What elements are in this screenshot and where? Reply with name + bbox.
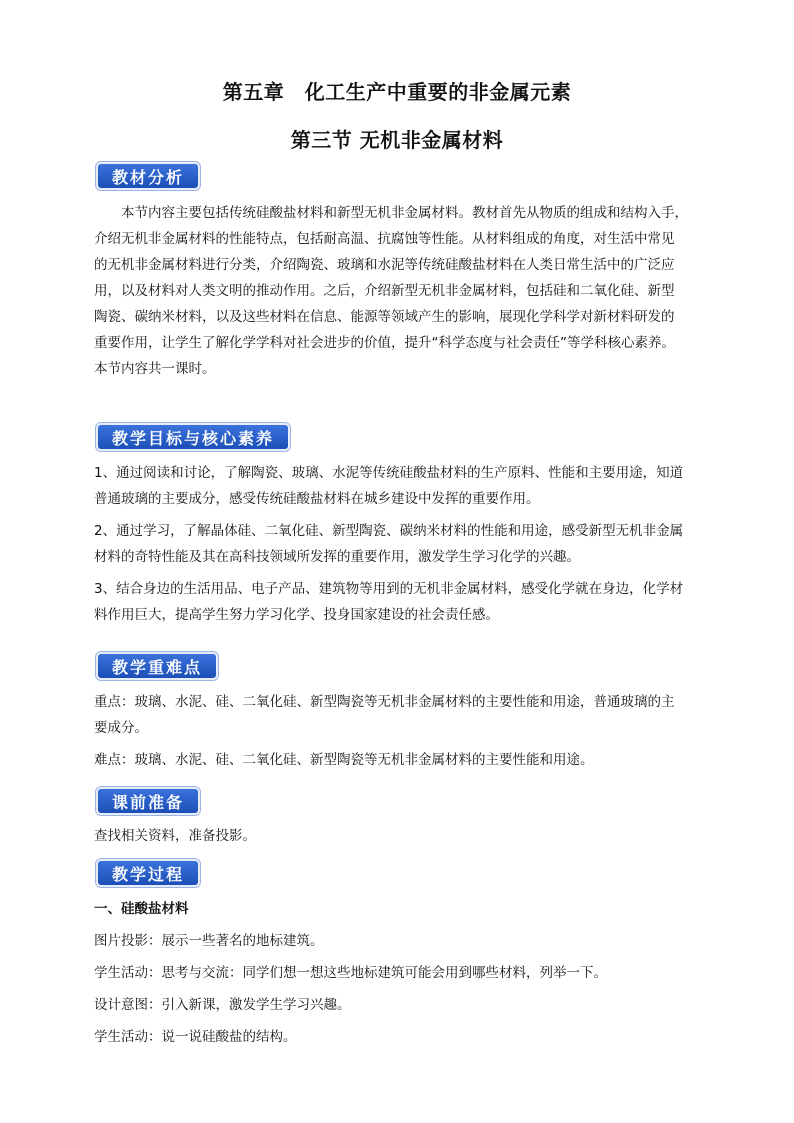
paragraph-line: 陶瓷、碳纳米材料，以及这些材料在信息、能源等领域产生的影响，展现化学科学对新材料研发的 xyxy=(94,309,675,325)
paragraph-line: 重要作用，让学生了解化学学科对社会进步的价值，提升“科学态度与社会责任”等学科核心素养。 xyxy=(94,335,675,351)
analysis-paragraph xyxy=(94,200,704,382)
list-line: 料作用巨大，提高学生努力学习化学、投身国家建设的社会责任感。 xyxy=(94,607,499,623)
section-title: 第三节 无机非金属材料 xyxy=(290,128,504,152)
paragraph-line: 介绍无机非金属材料的性能特点，包括耐高温、抗腐蚀等性能。从材料组成的角度，对生活中常见 xyxy=(94,231,675,247)
paragraph-line: 本节内容共一课时。 xyxy=(94,361,216,377)
section-badge-prep: 课前准备 xyxy=(96,787,200,815)
list-line: 3、结合身边的生活用品、电子产品、建筑物等用到的无机非金属材料，感受化学就在身边，化学材 xyxy=(94,581,684,597)
paragraph-line: 用，以及材料对人类文明的推动作用。之后，介绍新型无机非金属材料，包括硅和二氧化硅、新型 xyxy=(94,283,675,299)
paragraph-line: 本节内容主要包括传统硅酸盐材料和新型无机非金属材料。教材首先从物质的组成和结构入手， xyxy=(121,205,688,221)
goals-list xyxy=(94,460,704,628)
process-line: 图片投影：展示一些著名的地标建筑。 xyxy=(94,933,324,949)
list-line: 1、通过阅读和讨论，了解陶瓷、玻璃、水泥等传统硅酸盐材料的生产原料、性能和主要用途，知道 xyxy=(94,465,684,481)
list-line: 材料的奇特性能及其在高科技领域所发挥的重要作用，激发学生学习化学的兴趣。 xyxy=(94,549,580,565)
key-point-line: 要成分。 xyxy=(94,720,148,736)
key-point-line: 重点：玻璃、水泥、硅、二氧化硅、新型陶瓷等无机非金属材料的主要性能和用途，普通玻璃的主 xyxy=(94,694,675,710)
process-content xyxy=(94,896,704,1050)
difficulty-line: 难点：玻璃、水泥、硅、二氧化硅、新型陶瓷等无机非金属材料的主要性能和用途。 xyxy=(94,752,594,768)
paragraph-line: 的无机非金属材料进行分类，介绍陶瓷、玻璃和水泥等传统硅酸盐材料在人类日常生活中的广泛应 xyxy=(94,257,675,273)
process-subheading: 一、硅酸盐材料 xyxy=(94,901,189,917)
prep-line: 查找相关资料，准备投影。 xyxy=(94,828,256,844)
list-line: 普通玻璃的主要成分，感受传统硅酸盐材料在城乡建设中发挥的重要作用。 xyxy=(94,491,540,507)
chapter-title: 第五章 化工生产中重要的非金属元素 xyxy=(222,80,572,104)
section-badge-keypoints: 教学重难点 xyxy=(96,652,218,680)
section-badge-analysis: 教材分析 xyxy=(96,162,200,190)
process-line: 设计意图：引入新课，激发学生学习兴趣。 xyxy=(94,997,351,1013)
process-line: 学生活动：思考与交流：同学们想一想这些地标建筑可能会用到哪些材料，列举一下。 xyxy=(94,965,607,981)
keypoints-list xyxy=(94,689,704,773)
section-badge-goals: 教学目标与核心素养 xyxy=(96,423,290,451)
section-badge-process: 教学过程 xyxy=(96,859,200,887)
list-line: 2、通过学习，了解晶体硅、二氧化硅、新型陶瓷、碳纳米材料的性能和用途，感受新型无机非金属 xyxy=(94,523,684,539)
prep-text xyxy=(94,823,704,849)
process-line: 学生活动：说一说硅酸盐的结构。 xyxy=(94,1029,297,1045)
